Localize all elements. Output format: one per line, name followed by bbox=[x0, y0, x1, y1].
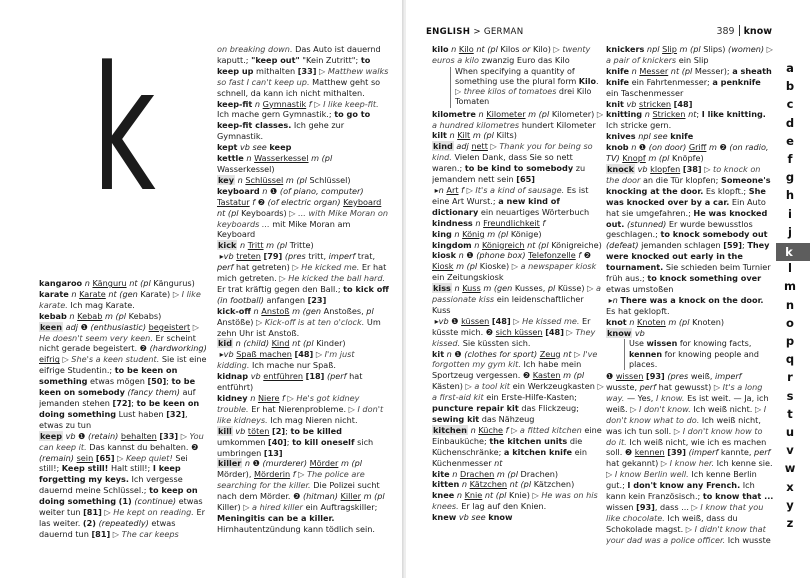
entry: king n König m (pl Könige) bbox=[432, 228, 542, 239]
entry: kid n (child) Kind nt (pl Kinder) ▸vb Spaß machen [48] ▷ I'm just kidding. Ich mache nur Spaß. bbox=[217, 338, 355, 371]
index-letter-n[interactable]: n bbox=[785, 297, 795, 312]
entry: key n Schlüssel m (pl Schlüssel) bbox=[218, 174, 351, 185]
index-letter-k[interactable]: k bbox=[776, 243, 810, 261]
entry: kiss n Kuss m (gen Kusses, pl Küsse) ▷ a passionate kiss ein leidenschaftlicher Kuss ▸vb ❶ küssen [48] ▷ He kissed me. Er küsste mich. ❷ sich küssen [48] ▷ They kissed. Sie küssten sich. bbox=[432, 283, 601, 348]
index-letter-q[interactable]: q bbox=[785, 352, 795, 367]
column-4 bbox=[606, 44, 774, 552]
entry: kitchen n Küche f ▷ a fitted kitchen eine Einbauküche; the kitchen units die Küchenschränke; a kitchen knife ein Küchenmesser nt bbox=[432, 424, 602, 468]
index-letter-i[interactable]: i bbox=[788, 206, 792, 221]
index-letter-d[interactable]: d bbox=[785, 115, 795, 130]
index-letter-v[interactable]: v bbox=[786, 443, 794, 458]
entry: knee n Knie nt (pl Knie) ▷ He was on his knees. Er lag auf den Knien. bbox=[432, 490, 598, 512]
index-letter-b[interactable]: b bbox=[785, 79, 795, 94]
entry: kidnap vb entführen [18] (perf hat entführt) bbox=[217, 371, 363, 393]
entry: kebab n Kebab m (pl Kebabs) bbox=[39, 310, 162, 321]
entry: knot n Knoten m (pl Knoten) bbox=[606, 316, 725, 327]
index-letter-l[interactable]: l bbox=[788, 261, 792, 276]
entry: kitten n Kätzchen nt (pl Kätzchen) bbox=[432, 479, 575, 490]
index-letter-y[interactable]: y bbox=[786, 497, 794, 512]
guide-word: know bbox=[743, 26, 772, 37]
entry: knickers npl Slip m (pl Slips) (women) ▷ a pair of knickers ein Slip bbox=[606, 44, 773, 65]
entry: keyboard n ❶ (of piano, computer) Tastatur f ❷ (of electric organ) Keyboard nt (pl Keyboards) ▷ ... with Mike Moran on keyboards ... mit Mike Moran am Keyboard bbox=[217, 185, 388, 240]
left-page bbox=[0, 0, 404, 578]
usage-note: When specifying a quantity of something use the plural form Kilo. ▷ three kilos of tomatoes drei Kilo Tomaten bbox=[450, 67, 604, 108]
entry: keen adj ❶ (enthusiastic) begeistert ▷ He doesn't seem very keen. Er scheint nicht gerade begeistert. ❷ (hardworking) eifrig ▷ She's a keen student. Sie ist eine eifrige Studentin.; to be keen on something etwas mögen [50]; to be keen on somebody (fancy them) auf jemanden stehen [72]; to be keen on doing something Lust haben [32], etwas zu tun bbox=[39, 321, 207, 430]
entry: keep vb ❶ (retain) behalten [33] ▷ You can keep it. Das kannst du behalten. ❷ (remain) sein [65] ▷ Keep quiet! Sei still!; Keep still! Halt still!; I keep forgetting my keys. Ich vergesse dauernd meine Schlüssel.; to keep on doing something (1) (continue) etwas weiter tun [81] ▷ He kept on reading. Er las weiter. (2) (repeatedly) etwas dauernd tun [81] ▷ The car keeps bbox=[39, 430, 205, 539]
index-letter-h[interactable]: h bbox=[785, 188, 795, 203]
index-letter-w[interactable]: w bbox=[784, 461, 796, 476]
header-divider bbox=[739, 25, 740, 36]
entry: know vb bbox=[607, 327, 645, 338]
entry: knives npl see knife bbox=[606, 131, 694, 142]
entry: knob n ❶ (on door) Griff m ❷ (on radio, TV) Knopf m (pl Knöpfe) bbox=[606, 142, 769, 164]
entry: knife n Messer nt (pl Messer); a sheath knife ein Fahrtenmesser; a penknife ein Taschenmesser bbox=[606, 65, 772, 98]
section-letter: k bbox=[92, 29, 155, 230]
entry: kick-off n Anstoß m (gen Anstoßes, pl Anstöße) ▷ Kick-off is at ten o'clock. Um zehn Uhr ist Anstoß. bbox=[217, 305, 381, 338]
entry: killer n ❶ (murderer) Mörder m (pl Mörder), Mörderin f ▷ The police are searching for the killer. Die Polizei sucht nach dem Mörder. ❷ (hitman) Killer m (pl Killer) ▷ a hired killer ein Auftragskiller; Meningitis can be a killer. Hirnhautentzündung kann tödlich sein. bbox=[217, 458, 385, 534]
index-letter-j[interactable]: j bbox=[788, 224, 792, 239]
column-3 bbox=[432, 44, 604, 552]
index-letter-a[interactable]: a bbox=[786, 61, 794, 75]
entry: knew vb see know bbox=[432, 512, 513, 523]
index-letter-e[interactable]: e bbox=[786, 133, 794, 148]
entry: kettle n Wasserkessel m (pl Wasserkessel) bbox=[217, 153, 333, 174]
entry: kindness n Freundlichkeit f bbox=[432, 217, 546, 228]
entry: keep-fit n Gymnastik f ▷ I like keep-fit. Ich mache gern Gymnastik.; to go to keep-fit classes. Ich gehe zur Gymnastik. bbox=[217, 98, 379, 142]
index-letter-o[interactable]: o bbox=[786, 315, 794, 330]
direction-separator: > bbox=[470, 27, 484, 37]
index-letter-z[interactable]: z bbox=[786, 516, 794, 530]
entry: kept vb see keep bbox=[217, 142, 292, 153]
index-letter-f[interactable]: f bbox=[787, 152, 793, 166]
entry: kangaroo n Känguru nt (pl Kängurus) bbox=[39, 278, 195, 288]
entry: kilt n Kilt m (pl Kilts) bbox=[432, 130, 517, 141]
entry: kick n Tritt m (pl Tritte) ▸vb treten [79] (pres tritt, imperf trat, perf hat getreten) ▷ He kicked me. Er hat mich getreten. ▷ He kicked the ball hard. Er trat kräftig gegen den Ball.; to kick off (in football) anfangen [23] bbox=[217, 240, 389, 305]
entry: kiosk n ❶ (phone box) Telefonzelle f ❷ Kiosk m (pl Kioske) ▷ a newspaper kiosk ein Zeitungskiosk bbox=[432, 250, 597, 283]
entry: kind adj nett ▷ Thank you for being so kind. Vielen Dank, dass Sie so nett waren.; to be kind to somebody zu jemandem nett sein [65] ▸n Art f ▷ It's a kind of sausage. Es ist eine Art Wurst.; a new kind of dictionary ein neuartiges Wörterbuch bbox=[432, 141, 593, 217]
entry-continued: on breaking down. Das Auto ist dauernd kaputt.; "keep out" "Kein Zutritt"; to keep up mithalten [33] ▷ Matthew walks so fast I can't keep up. Matthew geht so schnell, da kann ich nicht mithalten. bbox=[217, 44, 389, 98]
entry: knock vb klopfen [38] ▷ to knock on the door an die Tür klopfen; Someone's knocking at the door. Es klopft.; She was knocked over by a car. Ein Auto hat sie umgefahren.; He was knocked out. (stunned) Er wurde bewusstlos geschlagen.; to knock somebody out (defeat) jemanden schlagen [59]; They were knocked out early in the tournament. Sie schieden beim Turnier früh aus.; to knock something over etwas umstoßen ▸n There was a knock on the door. Es hat geklopft. bbox=[606, 163, 771, 316]
index-letter-g[interactable]: g bbox=[785, 170, 795, 185]
column-1 bbox=[39, 278, 207, 552]
page-number: 389 bbox=[716, 26, 735, 37]
source-language: ENGLISH bbox=[426, 27, 471, 37]
index-letter-m[interactable]: m bbox=[784, 279, 796, 294]
entry: karate n Karate nt (gen Karate) ▷ I like karate. Ich mag Karate. bbox=[39, 288, 201, 310]
index-letter-s[interactable]: s bbox=[786, 388, 794, 403]
index-letter-p[interactable]: p bbox=[785, 334, 795, 348]
language-header bbox=[426, 27, 523, 37]
entry: kingdom n Königreich nt (pl Königreiche) bbox=[432, 239, 602, 250]
entry: knit vb stricken [48] bbox=[606, 98, 693, 109]
index-letter-r[interactable]: r bbox=[787, 370, 793, 385]
index-letter-x[interactable]: x bbox=[786, 479, 794, 494]
index-letter-t[interactable]: t bbox=[787, 406, 793, 421]
index-letter-u[interactable]: u bbox=[785, 425, 795, 439]
entry: knitting n Stricken nt; I like knitting. Ich stricke gern. bbox=[606, 109, 766, 131]
index-letter-c[interactable]: c bbox=[786, 97, 794, 112]
entry: kill vb töten [2]; to be killed umkommen [40]; to kill oneself sich umbringen [13] bbox=[217, 425, 374, 458]
entry: kilometre n Kilometer m (pl Kilometer) ▷ a hundred kilometres hundert Kilometer bbox=[432, 108, 604, 130]
usage-note: Use wissen for knowing facts, kennen for knowing people and places. bbox=[624, 339, 774, 370]
target-language: GERMAN bbox=[483, 27, 524, 37]
entry: kilo n Kilo nt (pl Kilos or Kilo) ▷ twenty euros a kilo zwanzig Euro das Kilo bbox=[432, 44, 591, 65]
right-page bbox=[406, 0, 810, 578]
entry: kit n ❶ (clothes for sport) Zeug nt ▷ I've forgotten my gym kit. Ich habe mein Sportzeug vergessen. ❷ Kasten m (pl Kästen) ▷ a tool kit ein Werkzeugkasten ▷ a first-aid kit ein Erste-Hilfe-Kasten; puncture repair kit das Flickzeug; sewing kit das Nähzeug bbox=[432, 348, 604, 424]
entry: kidney n Niere f ▷ He's got kidney trouble. Er hat Nierenprobleme. ▷ I don't like kidneys. Ich mag Nieren nicht. bbox=[217, 393, 384, 425]
entry: ❶ wissen [93] (pres weiß, imperf wusste, perf hat gewusst) ▷ It's a long way. — Yes, I know. Es ist weit. — Ja, ich weiß. ▷ I don't know. Ich weiß nicht. ▷ I don't know what to do. Ich weiß nicht, was ich tun soll. ▷ I don't know how to do it. Ich weiß nicht, wie ich es machen soll. ❷ kennen [39] (imperf kannte, perf hat gekannt) ▷ I know her. Ich kenne sie. ▷ I know Berlin well. Ich kenne Berlin gut.; I don't know any French. Ich kann kein Französisch.; to know that ... wissen [93], dass ... ▷ I know that you like chocolate. Ich weiß, dass du Schokolade magst. ▷ I didn't know that your dad was a police officer. Ich wusste bbox=[606, 371, 774, 545]
column-2 bbox=[217, 44, 389, 552]
running-head bbox=[716, 25, 772, 37]
entry: kite n Drachen m (pl Drachen) bbox=[432, 468, 559, 479]
